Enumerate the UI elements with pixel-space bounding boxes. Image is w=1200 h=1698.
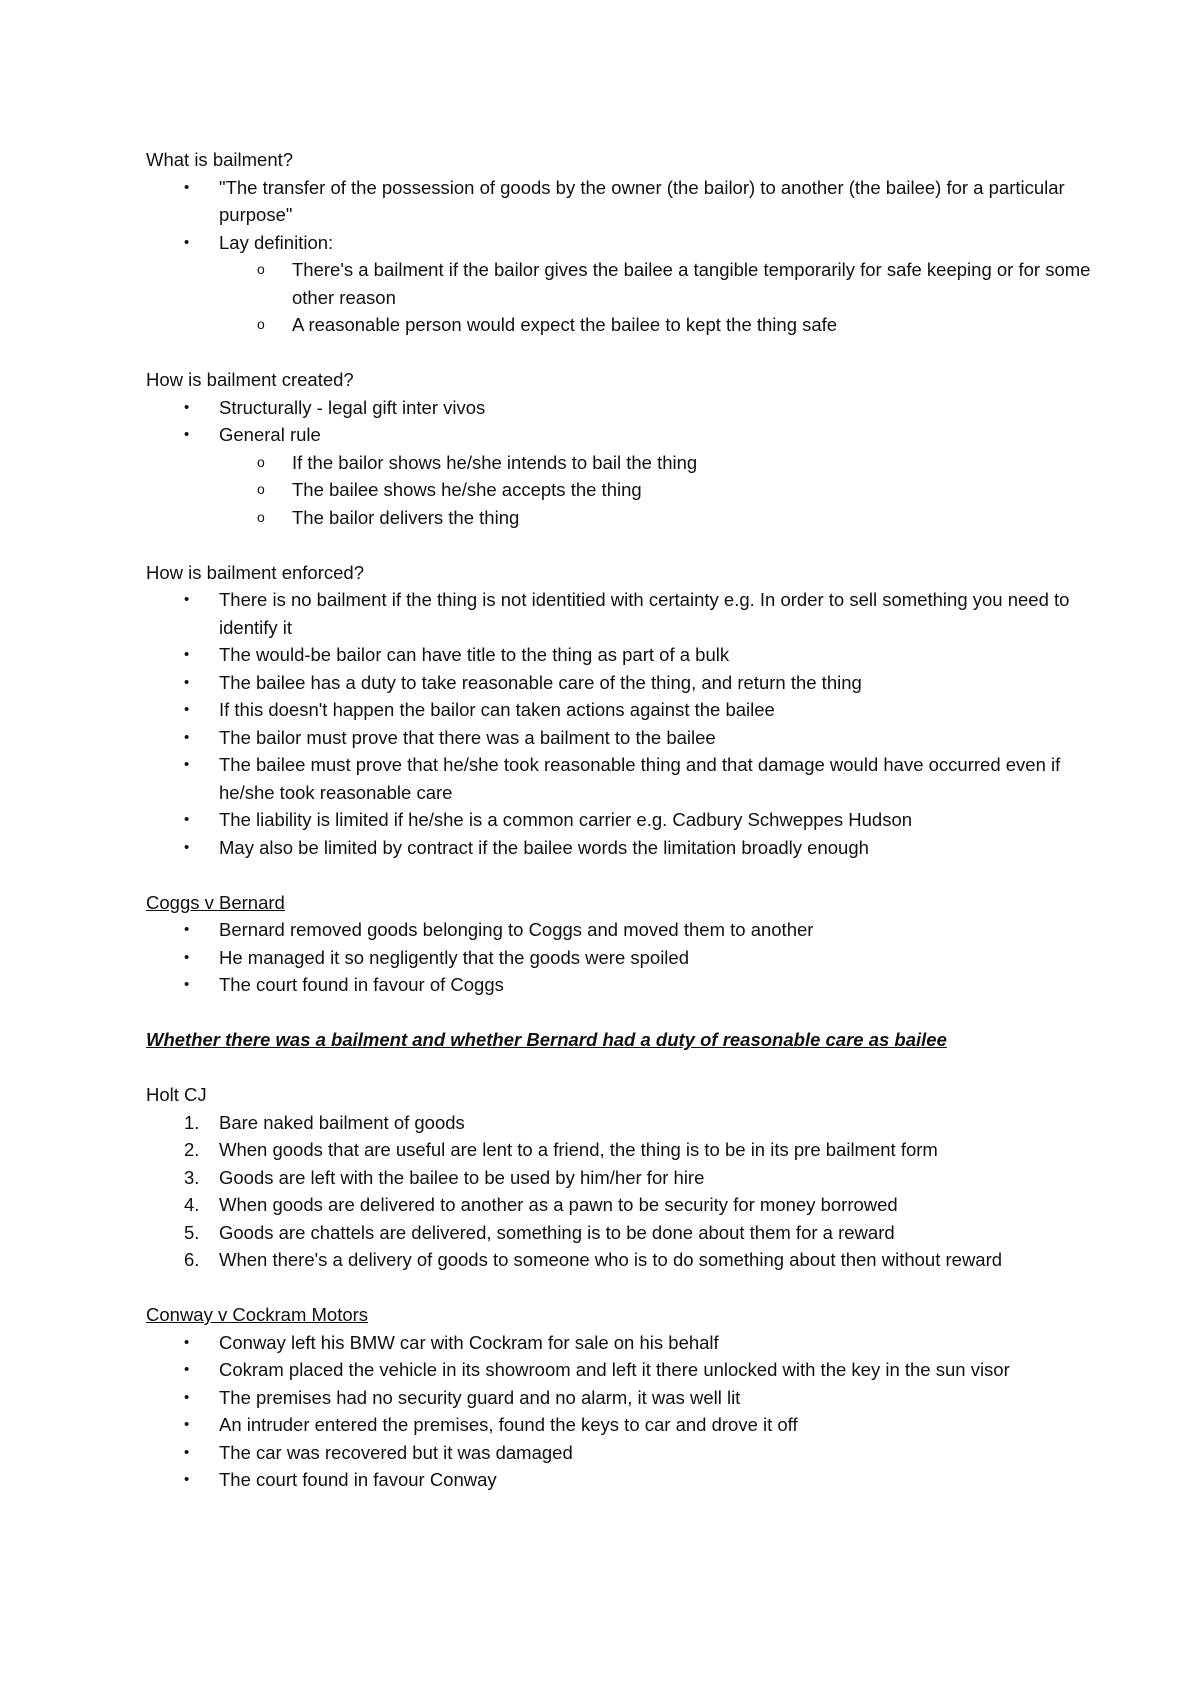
list-item: • The car was recovered but it was damaged: [146, 1439, 1106, 1467]
bullet-icon: •: [184, 426, 190, 443]
list-item: • General rule: [146, 421, 1106, 449]
list-item: 3. Goods are left with the bailee to be used by him/her for hire: [146, 1164, 1106, 1192]
bullet-list: [146, 1329, 1106, 1494]
bullet-icon: •: [184, 811, 190, 828]
list-item: • Structurally - legal gift inter vivos: [146, 394, 1106, 422]
bullet-icon: •: [184, 1333, 190, 1351]
list-number: 1.: [184, 1111, 200, 1133]
list-item: • Bernard removed goods belonging to Coggs and moved them to another: [146, 916, 1106, 944]
section-heading: How is bailment created?: [146, 369, 354, 390]
numbered-list: [146, 1109, 1106, 1274]
circle-bullet-icon: o: [257, 453, 265, 470]
sub-bullet-list: [146, 256, 1106, 339]
bullet-icon: •: [184, 838, 190, 856]
list-item: • The bailee must prove that he/she took reasonable thing and that damage would have occurred even if he/she took reasonable care: [146, 751, 1106, 806]
list-item: • Conway left his BMW car with Cockram for sale on his behalf: [146, 1329, 1106, 1357]
issue-statement: Whether there was a bailment and whether Bernard had a duty of reasonable care as bailee: [146, 1029, 947, 1050]
sub-list-item: o A reasonable person would expect the bailee to kept the thing safe: [146, 311, 1106, 339]
bullet-icon: •: [184, 1443, 190, 1461]
list-item: 5. Goods are chattels are delivered, something is to be done about them for a reward: [146, 1219, 1106, 1247]
bullet-icon: •: [184, 1471, 190, 1488]
list-item: • He managed it so negligently that the goods were spoiled: [146, 944, 1106, 972]
list-number: 4.: [184, 1194, 200, 1215]
bullet-icon: •: [184, 728, 190, 746]
sub-list-item: o There's a bailment if the bailor gives the bailee a tangible temporarily for safe keeping or for some other reason: [146, 256, 1106, 311]
bullet-icon: •: [184, 1361, 190, 1378]
bullet-icon: •: [184, 921, 190, 938]
bullet-list: [146, 174, 1106, 257]
list-item: • The would-be bailor can have title to the thing as part of a bulk: [146, 641, 1106, 669]
circle-bullet-icon: o: [257, 316, 265, 332]
case-heading: Conway v Cockram Motors: [146, 1304, 369, 1325]
list-item: • The liability is limited if he/she is a common carrier e.g. Cadbury Schweppes Hudson: [146, 806, 1106, 834]
list-number: 5.: [184, 1221, 200, 1243]
list-item: • If this doesn't happen the bailor can taken actions against the bailee: [146, 696, 1106, 724]
section-heading: What is bailment?: [146, 149, 294, 170]
circle-bullet-icon: o: [257, 481, 265, 497]
list-number: 2.: [184, 1139, 200, 1160]
section-heading: How is bailment enforced?: [146, 561, 364, 583]
bullet-list: [146, 916, 1106, 999]
list-item: • May also be limited by contract if the bailee words the limitation broadly enough: [146, 834, 1106, 862]
list-item: 6. When there's a delivery of goods to someone who is to do something about then without reward: [146, 1246, 1106, 1274]
bullet-icon: •: [184, 701, 190, 718]
list-item: • Lay definition:: [146, 229, 1106, 257]
list-item: • The bailee has a duty to take reasonable care of the thing, and return the thing: [146, 669, 1106, 697]
bullet-icon: •: [184, 1416, 190, 1433]
bullet-list: [146, 394, 1106, 449]
sub-bullet-list: [146, 449, 1106, 532]
list-item: 1. Bare naked bailment of goods: [146, 1109, 1106, 1137]
bullet-icon: •: [184, 976, 190, 993]
bullet-icon: •: [184, 233, 190, 251]
sub-list-item: o The bailor delivers the thing: [146, 504, 1106, 532]
sub-list-item: o The bailee shows he/she accepts the thing: [146, 476, 1106, 504]
bullet-icon: •: [184, 948, 190, 966]
bullet-icon: •: [184, 673, 190, 691]
list-item: • An intruder entered the premises, found the keys to car and drove it off: [146, 1411, 1106, 1439]
circle-bullet-icon: o: [257, 508, 265, 525]
list-item: 2. When goods that are useful are lent to a friend, the thing is to be in its pre bailment form: [146, 1136, 1106, 1164]
list-item: • Cokram placed the vehicle in its showroom and left it there unlocked with the key in the sun visor: [146, 1356, 1106, 1384]
bullet-icon: •: [184, 646, 190, 663]
list-item: 4. When goods are delivered to another as a pawn to be security for money borrowed: [146, 1191, 1106, 1219]
circle-bullet-icon: o: [257, 261, 265, 277]
list-item: • The court found in favour Conway: [146, 1466, 1106, 1494]
bullet-icon: •: [184, 398, 190, 416]
bullet-icon: •: [184, 178, 190, 196]
list-number: 3.: [184, 1166, 200, 1188]
bullet-icon: •: [184, 756, 190, 773]
list-item: • The court found in favour of Coggs: [146, 971, 1106, 999]
bullet-icon: •: [184, 591, 190, 608]
list-number: 6.: [184, 1249, 200, 1270]
list-item: • The premises had no security guard and no alarm, it was well lit: [146, 1384, 1106, 1412]
section-heading: Holt CJ: [146, 1084, 207, 1105]
list-item: • The bailor must prove that there was a bailment to the bailee: [146, 724, 1106, 752]
list-item: • There is no bailment if the thing is not identitied with certainty e.g. In order to sell something you need to identify it: [146, 586, 1106, 641]
bullet-icon: •: [184, 1388, 190, 1406]
bullet-list: [146, 586, 1106, 861]
document-body: [146, 146, 1106, 1494]
case-heading: Coggs v Bernard: [146, 891, 285, 913]
list-item: • "The transfer of the possession of goods by the owner (the bailor) to another (the bailee) for a particular purpose": [146, 174, 1106, 229]
sub-list-item: o If the bailor shows he/she intends to bail the thing: [146, 449, 1106, 477]
